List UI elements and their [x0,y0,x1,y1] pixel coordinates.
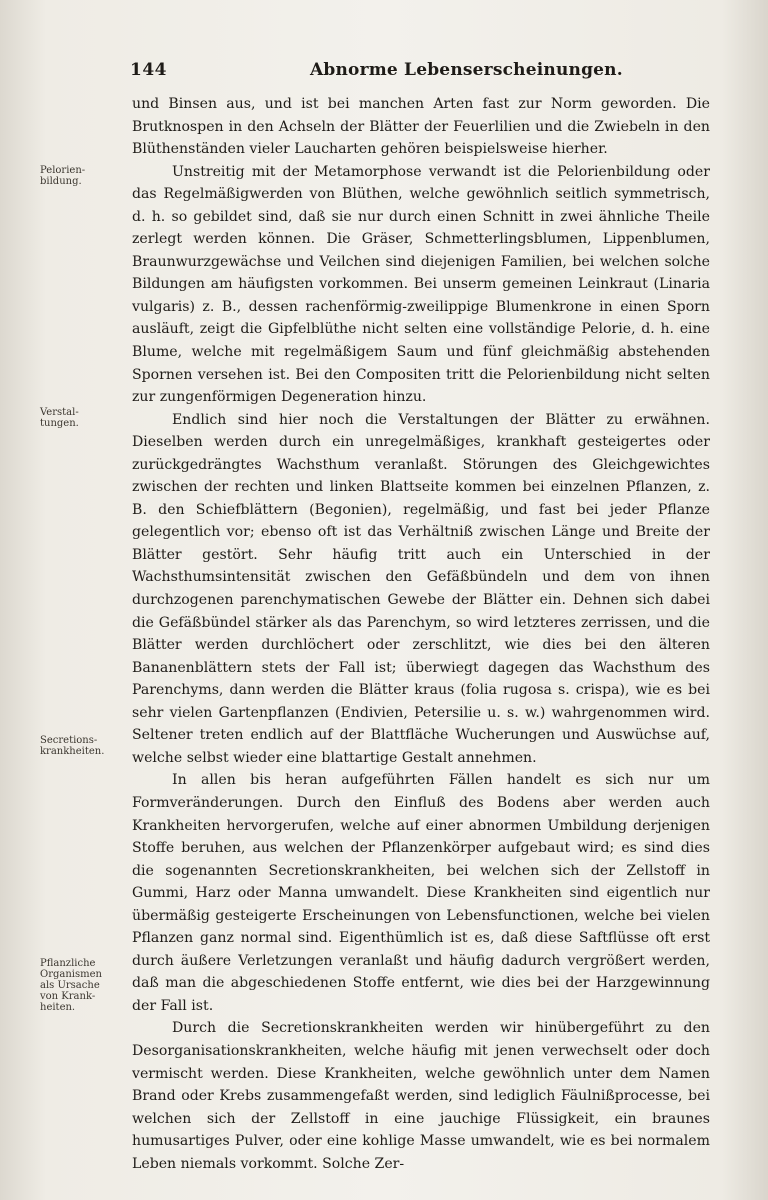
page-header [130,60,710,86]
paragraph: und Binsen aus, und ist bei manchen Arten fast zur Norm geworden. Die Brutknospen in den Achseln der Blätter der Feuerlilien und die Zwiebeln in den Blüthenständen vieler Laucharten gehören beispielsweise hierher. [132,96,710,158]
paragraph: Endlich sind hier noch die Verstaltungen der Blätter zu erwähnen. Dieselben werden durch ein unregelmäßiges, krankhaft gesteigertes oder zurückgedrängtes Wachsthum veranlaßt. Störungen des Gleichgewichtes zwischen der rechten und linken Blattseite kommen bei einzelnen Pflanzen, z. B. den Schiefblättern (Begonien), regelmäßig, und fast bei jeder Pflanze gelegentlich vor; ebenso oft ist das Verhältniß zwischen Länge und Breite der Blätter gestört. Sehr häufig tritt auch ein Unterschied in der Wachsthumsintensität zwischen den Gefäßbündeln und dem von ihnen durchzogenen parenchymatischen Gewebe der Blätter ein. Dehnen sich dabei die Gefäßbündel stärker als das Parenchym, so wird letzteres zerrissen, und die Blätter werden durchlöchert oder zerschlitzt, wie dies bei den älteren Bananenblättern stets der Fall ist; überwiegt dagegen das Wachsthum des Parenchyms, dann werden die Blätter kraus (folia rugosa s. crispa), wie es bei sehr vielen Gartenpflanzen (Endivien, Petersilie u. s. w.) wahrgenommen wird. Seltener treten endlich auf der Blattfläche Wucherungen und Auswüchse auf, welche selbst wieder eine blattartige Gestalt annehmen. [132,411,710,766]
body-text [132,93,710,1175]
paragraph: In allen bis heran aufgeführten Fällen handelt es sich nur um Formveränderungen. Durch den Einfluß des Bodens aber werden auch Krankheiten hervorgerufen, welche auf einer abnormen Umbildung derjenigen Stoffe beruhen, aus welchen der Pflanzenkörper aufgebaut wird; es sind dies die sogenannten Secretionskrankheiten, bei welchen sich der Zellstoff in Gummi, Harz oder Manna umwandelt. Diese Krankheiten sind eigentlich nur übermäßig gesteigerte Erscheinungen von Lebensfunctionen, welche bei vielen Pflanzen ganz normal sind. Eigenthümlich ist es, daß diese Saftflüsse oft erst durch äußere Verletzungen veranlaßt und häufig dadurch vergrößert werden, daß man die abgeschiedenen Stoffe entfernt, wie dies bei der Harzgewinnung der Fall ist. [132,772,710,1014]
margin-note-verstaltungen: Verstal- tungen. [40,407,79,429]
page-number: 144 [130,60,167,80]
running-title: Abnorme Lebenserscheinungen. [310,60,623,80]
margin-note-pflanzliche-organismen: Pflanzliche Organismen als Ursache von Krank- heiten. [40,958,102,1013]
paragraph: Durch die Secretionskrankheiten werden wir hinübergeführt zu den Desorganisationskrankheiten, welche häufig mit jenen verwechselt oder doch vermischt werden. Diese Krankheiten, welche gewöhnlich unter dem Namen Brand oder Krebs zusammengefaßt werden, sind lediglich Fäulnißprocesse, bei welchen sich der Zellstoff in eine jauchige Flüssigkeit, ein braunes humusartiges Pulver, oder eine kohlige Masse umwandelt, wie es bei normalem Leben niemals vorkommt. Solche Zer- [132,1020,710,1172]
margin-note-pelorienbildung: Pelorien- bildung. [40,165,86,187]
margin-note-secretionskrankheiten: Secretions- krankheiten. [40,735,105,757]
paragraph: Unstreitig mit der Metamorphose verwandt ist die Pelorienbildung oder das Regelmäßigwerden von Blüthen, welche gewöhnlich seitlich symmetrisch, d. h. so gebildet sind, daß sie nur durch einen Schnitt in zwei ähnliche Theile zerlegt werden können. Die Gräser, Schmetterlingsblumen, Lippenblumen, Braunwurzgewächse und Veilchen sind diejenigen Familien, bei welchen solche Bildungen am häufigsten vorkommen. Bei unserm gemeinen Leinkraut (Linaria vulgaris) z. B., dessen rachenförmig-zweilippige Blumenkrone in einen Sporn ausläuft, zeigt die Gipfelblüthe nicht selten eine vollständige Pelorie, d. h. eine Blume, welche mit regelmäßigem Saum und fünf gleichmäßig abstehenden Spornen versehen ist. Bei den Compositen tritt die Pelorienbildung nicht selten zur zungenförmigen Degeneration hinzu. [132,163,710,406]
